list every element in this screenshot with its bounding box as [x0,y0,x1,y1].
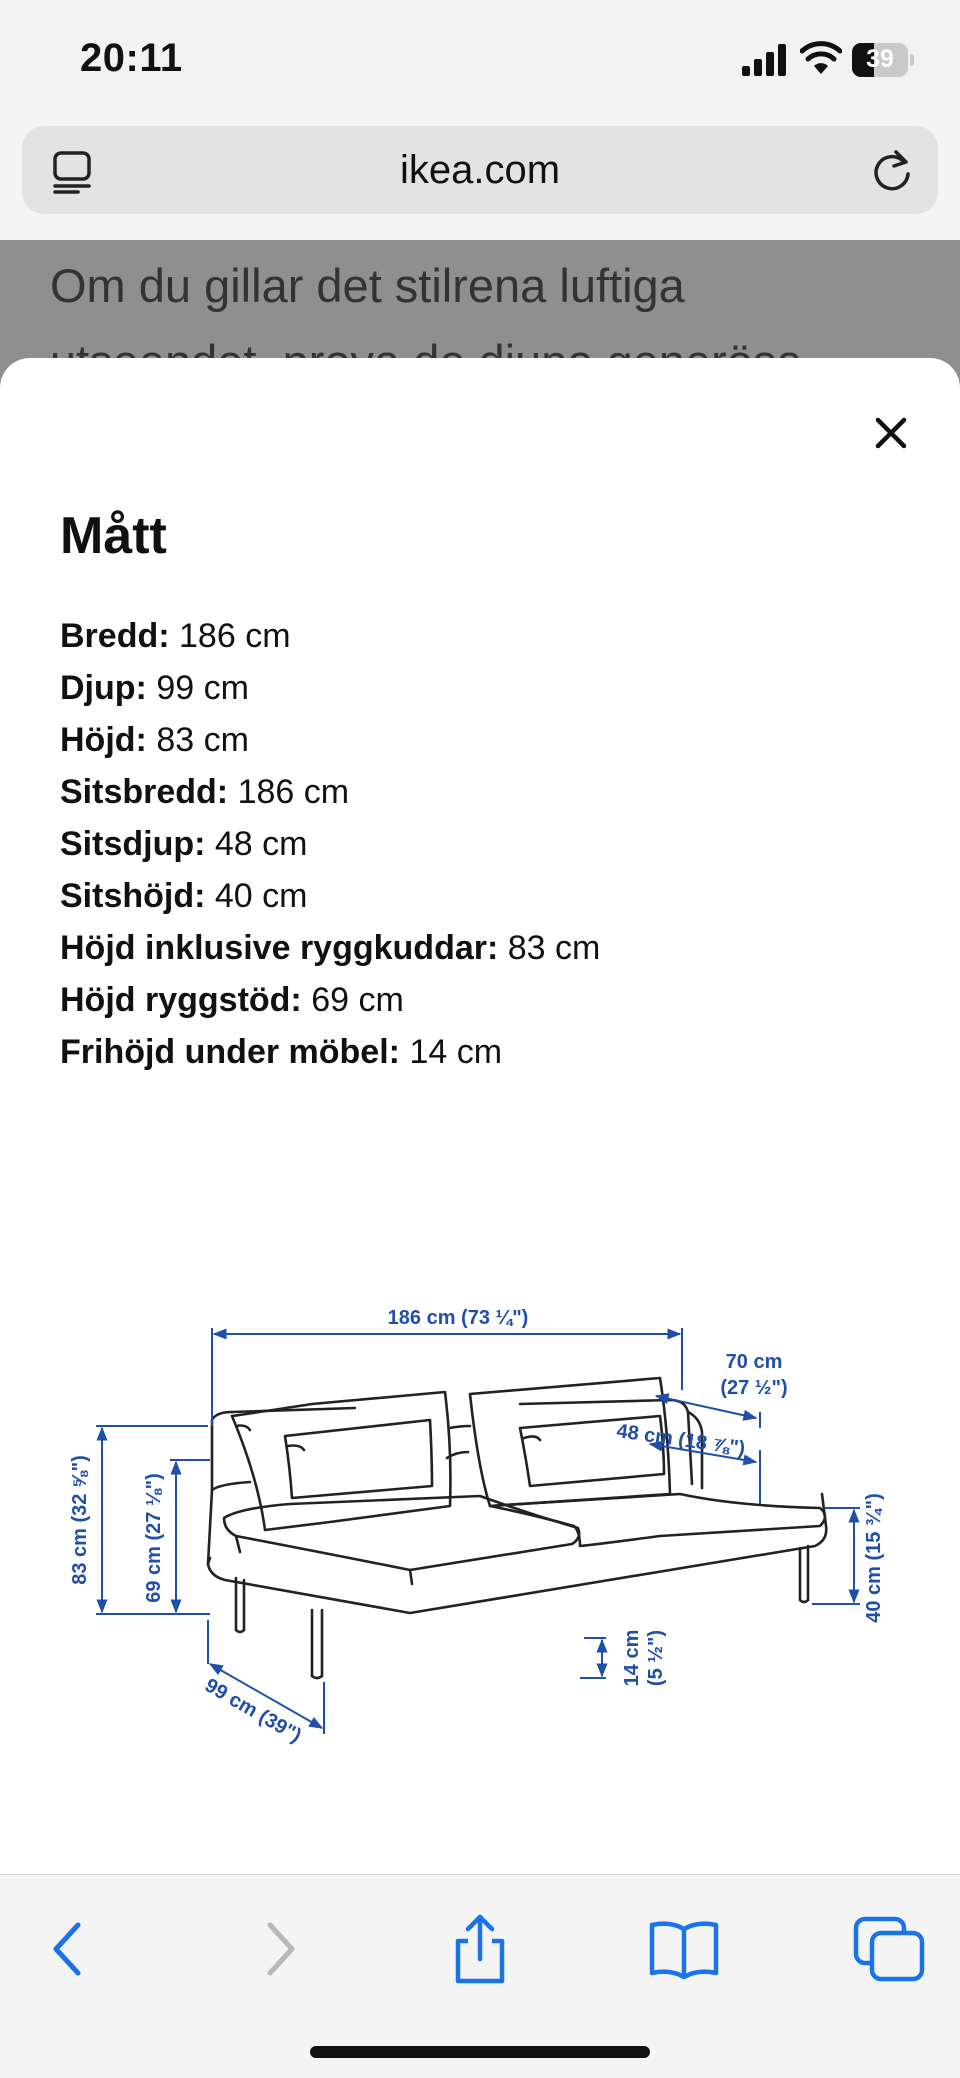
dimension-row: Sitsbredd: 186 cm [60,773,350,811]
sofa-dimension-diagram [60,1308,900,1778]
back-height-label: 69 cm (27 ⅛") [143,1473,165,1603]
sofa-illustration [208,1378,826,1678]
dimension-row: Sitshöjd: 40 cm [60,877,308,915]
bookmarks-icon[interactable] [644,1911,724,1987]
dimension-row: Höjd ryggstöd: 69 cm [60,981,404,1019]
close-icon[interactable] [862,404,920,462]
top-depth-label-2: (27 ½") [720,1377,788,1399]
dimension-row: Höjd: 83 cm [60,721,249,759]
status-time: 20:11 [80,36,183,80]
dimension-row: Höjd inklusive ryggkuddar: 83 cm [60,929,601,967]
dimension-row: Frihöjd under möbel: 14 cm [60,1033,503,1071]
wifi-icon [800,40,842,76]
seat-height-label: 40 cm (15 ¾") [863,1493,885,1623]
clearance-label-2: (5 ½") [645,1629,667,1687]
share-icon[interactable] [440,1911,520,1987]
reload-icon[interactable] [870,148,914,194]
tabs-icon[interactable] [850,1911,930,1987]
address-bar[interactable] [22,126,938,214]
forward-icon[interactable] [238,1911,318,1987]
sheet-title: Mått [60,507,167,565]
depth-label: 99 cm (39") [201,1674,305,1748]
back-icon[interactable] [30,1911,110,1987]
battery-icon [852,43,914,77]
width-label: 186 cm (73 ¼") [387,1308,529,1329]
height-total-label: 83 cm (32 ⅝") [69,1455,91,1585]
battery-level: 39 [866,45,894,73]
dimension-row: Bredd: 186 cm [60,617,291,655]
page-text-line: Om du gillar det stilrena luftiga [50,259,685,312]
cellular-signal-icon [742,44,786,76]
url-text[interactable]: ikea.com [399,148,561,192]
seat-depth-label: 48 cm (18 ⅞") [615,1420,747,1460]
dimensions-sheet [0,358,960,1874]
dimension-row: Sitsdjup: 48 cm [60,825,308,863]
clearance-label-1: 14 cm [621,1629,643,1687]
home-indicator [310,2046,650,2058]
status-bar [0,0,960,120]
dimension-row: Djup: 99 cm [60,669,249,707]
top-depth-label-1: 70 cm [725,1351,783,1373]
dimensions-list [60,610,600,1078]
